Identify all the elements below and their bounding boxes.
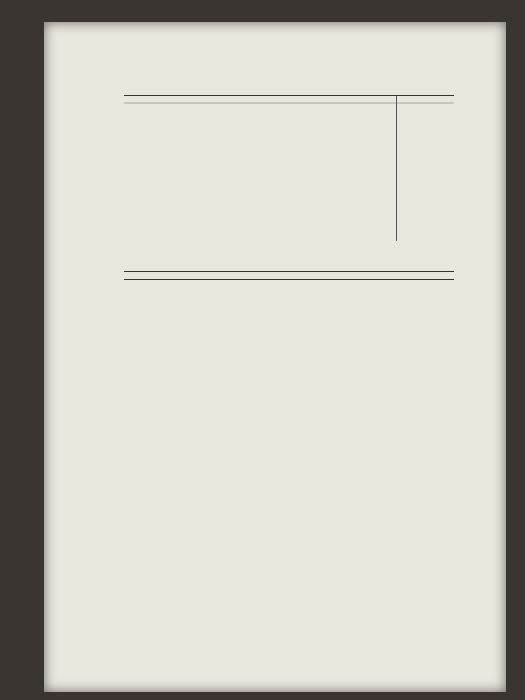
balance-header-rule xyxy=(124,271,454,272)
income-column-divider xyxy=(396,96,397,241)
running-head xyxy=(234,59,237,65)
income-header-rule xyxy=(124,95,454,96)
textbook-page xyxy=(44,22,506,692)
balance-col-rule xyxy=(124,279,454,280)
income-column-band xyxy=(124,102,454,104)
